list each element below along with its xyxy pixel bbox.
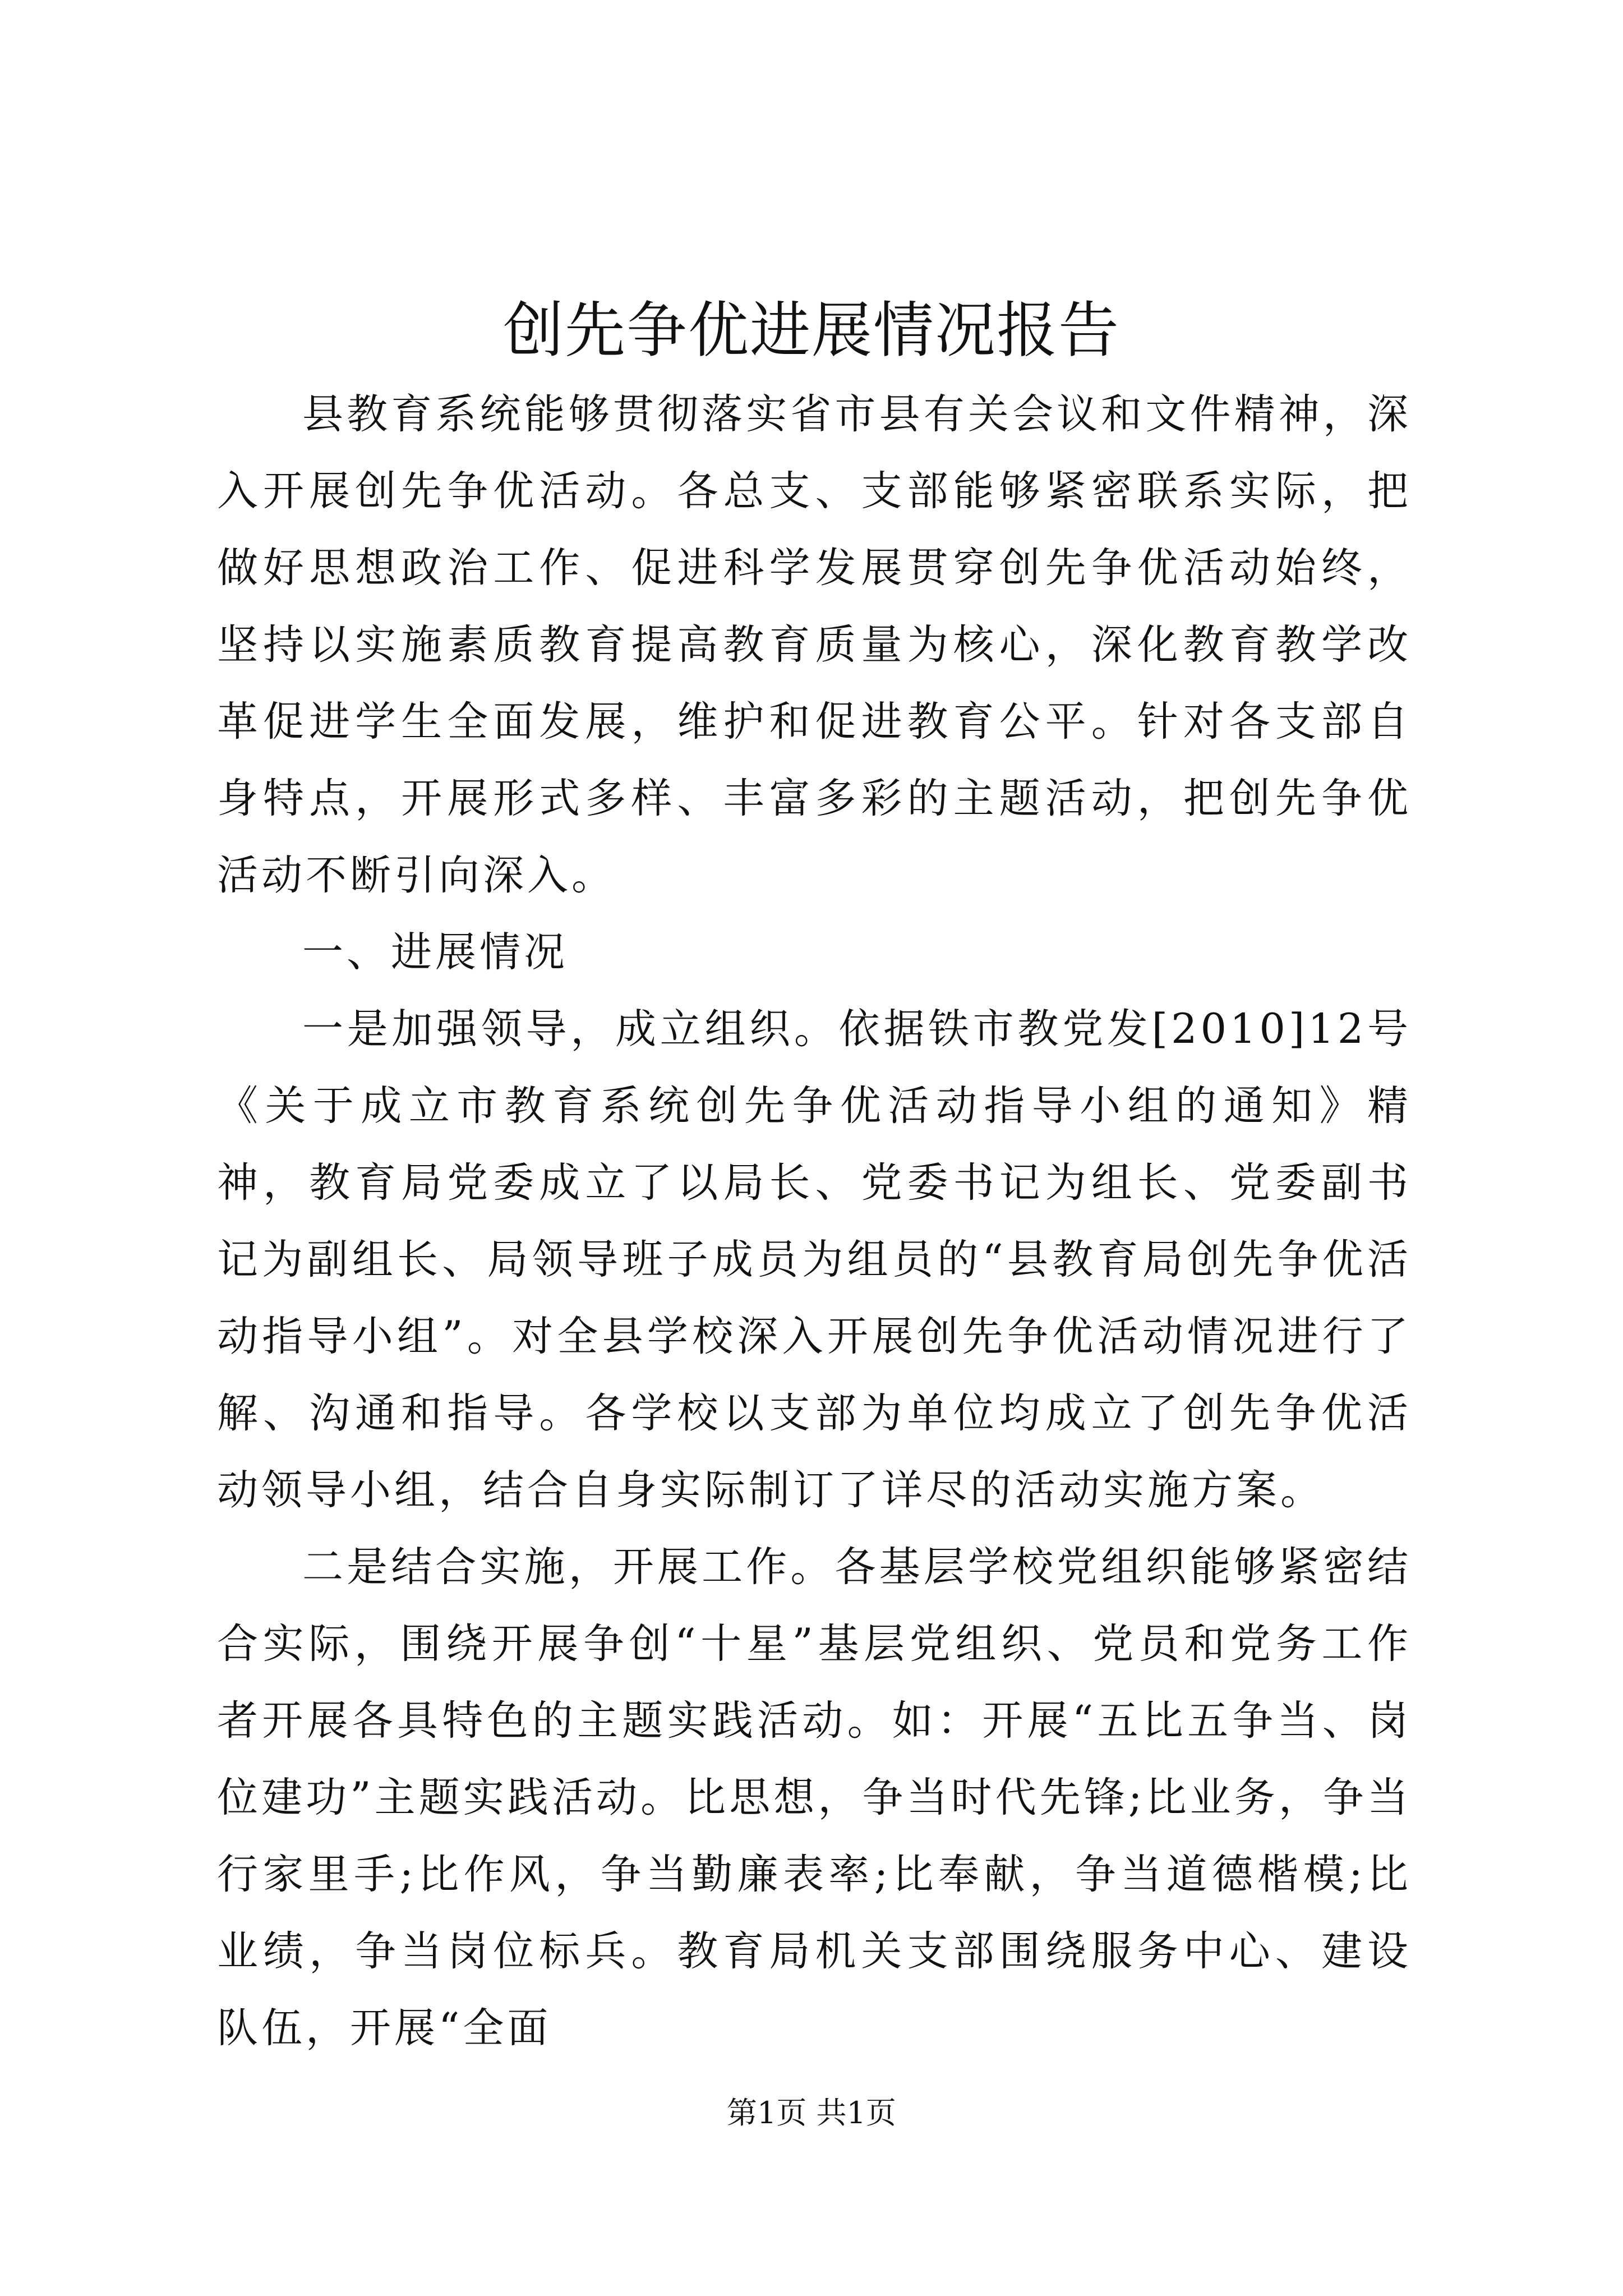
page-footer: 第1页 共1页 (727, 2095, 896, 2131)
paragraph-intro: 县教育系统能够贯彻落实省市县有关会议和文件精神，深入开展创先争优活动。各总支、支部能够紧密联系实际，把做好思想政治工作、促进科学发展贯穿创先争优活动始终，坚持以实施素质教育提高教育质量为核心，深化教育教学改革促进学生全面发展，维护和促进教育公平。针对各支部自身特点，开展形式多样、丰富多彩的主题活动，把创先争优活动不断引向深入。 (217, 390, 1412, 899)
document-body (217, 376, 1412, 2067)
document-title: 创先争优进展情况报告 (502, 296, 1120, 366)
section-heading-progress: 一、进展情况 (302, 928, 568, 976)
paragraph-leadership: 一是加强领导，成立组织。依据铁市教党发[2010]12号《关于成立市教育系统创先争优活动指导小组的通知》精神，教育局党委成立了以局长、党委书记为组长、党委副书记为副组长、局领导班子成员为组员的“县教育局创先争优活动指导小组”。对全县学校深入开展创先争优活动情况进行了解、沟通和指导。各学校以支部为单位均成立了创先争优活动领导小组，结合自身实际制订了详尽的活动实施方案。 (217, 1005, 1412, 1514)
paragraph-implementation: 二是结合实施，开展工作。各基层学校党组织能够紧密结合实际，围绕开展争创“十星”基层党组织、党员和党务工作者开展各具特色的主题实践活动。如：开展“五比五争当、岗位建功”主题实践活动。比思想，争当时代先锋;比业务，争当行家里手;比作风，争当勤廉表率;比奉献，争当道德楷模;比业绩，争当岗位标兵。教育局机关支部围绕服务中心、建设队伍，开展“全面 (217, 1543, 1412, 2052)
